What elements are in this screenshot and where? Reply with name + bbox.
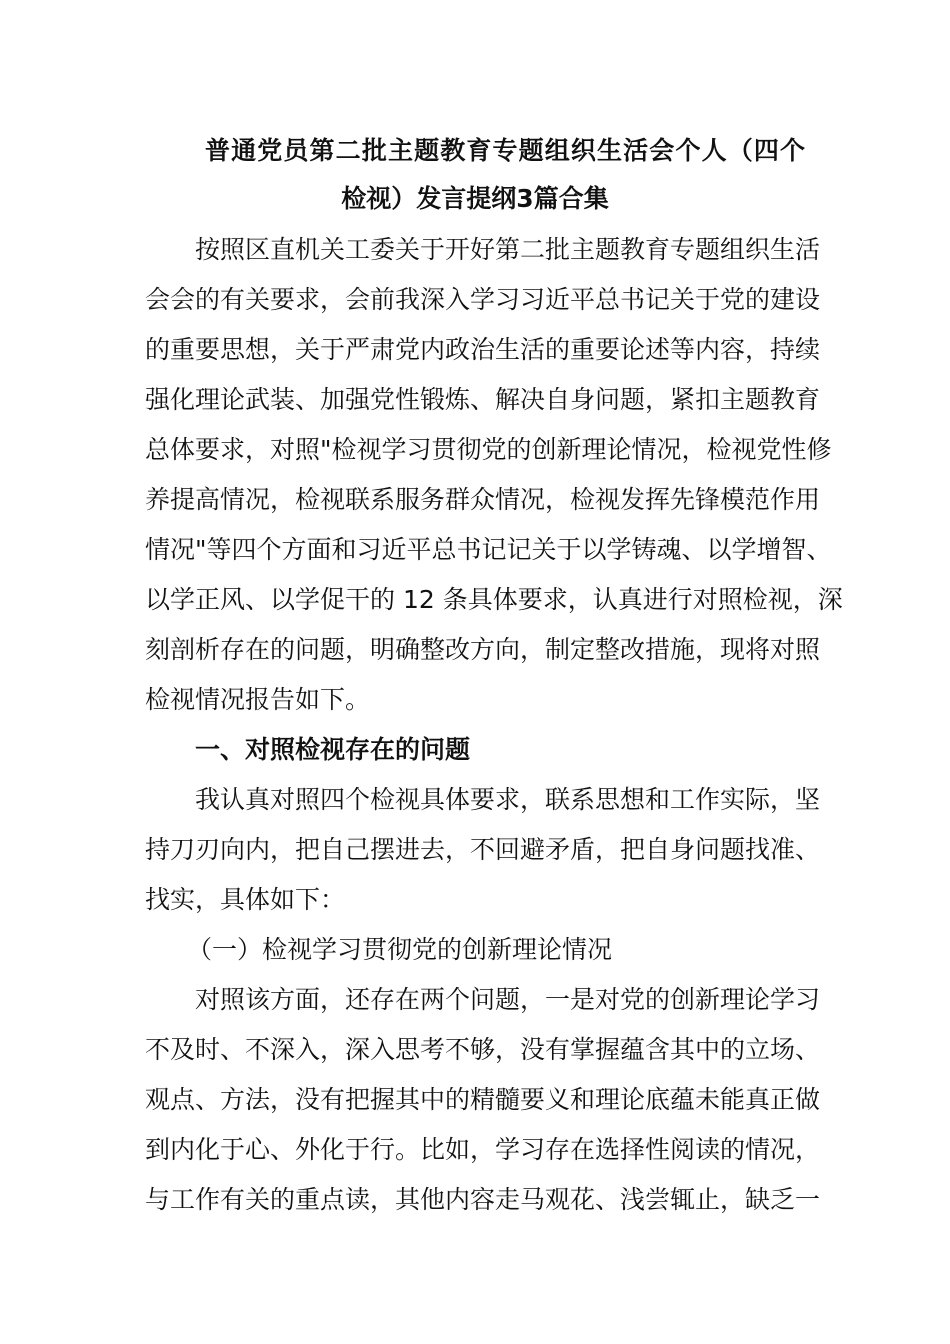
text-line: 按照区直机关工委关于开好第二批主题教育专题组织生活: [195, 235, 821, 264]
paragraph-subsection: [145, 975, 821, 1225]
document-title-line-2: 检视）发言提纲3篇合集: [341, 184, 609, 213]
text-line: 的重要思想，关于严肃党内政治生活的重要论述等内容，持续: [145, 335, 821, 364]
text-line: 我认真对照四个检视具体要求，联系思想和工作实际，坚: [195, 785, 821, 814]
text-line: 刻剖析存在的问题，明确整改方向，制定整改措施，现将对照: [145, 635, 821, 664]
document-page: [145, 127, 843, 1225]
text-line: 观点、方法，没有把握其中的精髓要义和理论底蕴未能真正做: [145, 1085, 821, 1114]
text-line: 对照该方面，还存在两个问题，一是对党的创新理论学习: [195, 985, 821, 1014]
text-line: 强化理论武装、加强党性锻炼、解决自身问题，紧扣主题教育: [145, 385, 821, 414]
document-title-line-1: 普通党员第二批主题教育专题组织生活会个人（四个: [205, 136, 805, 165]
paragraph-intro: [145, 225, 843, 725]
text-line: 情况"等四个方面和习近平总书记记关于以学铸魂、以学增智、: [145, 535, 832, 564]
subsection-heading: （一）检视学习贯彻党的创新理论情况: [187, 935, 613, 964]
text-line: 养提高情况，检视联系服务群众情况，检视发挥先锋模范作用: [145, 485, 821, 514]
text-line: 到内化于心、外化于行。比如，学习存在选择性阅读的情况，: [145, 1135, 821, 1164]
text-line: 与工作有关的重点读，其他内容走马观花、浅尝辄止，缺乏一: [145, 1185, 821, 1214]
text-line: 以学正风、以学促干的 12 条具体要求，认真进行对照检视，深: [145, 585, 843, 614]
text-line: 会会的有关要求，会前我深入学习习近平总书记关于党的建设: [145, 285, 821, 314]
text-line: 总体要求，对照"检视学习贯彻党的创新理论情况，检视党性修: [145, 435, 832, 464]
text-line: 检视情况报告如下。: [145, 685, 371, 714]
text-line: 不及时、不深入，深入思考不够，没有掌握蕴含其中的立场、: [145, 1035, 821, 1064]
section-heading: 一、对照检视存在的问题: [195, 735, 471, 764]
paragraph-section-intro: [145, 775, 821, 925]
text-line: 找实，具体如下：: [145, 885, 346, 914]
text-line: 持刀刃向内，把自己摆进去，不回避矛盾，把自身问题找准、: [145, 835, 821, 864]
